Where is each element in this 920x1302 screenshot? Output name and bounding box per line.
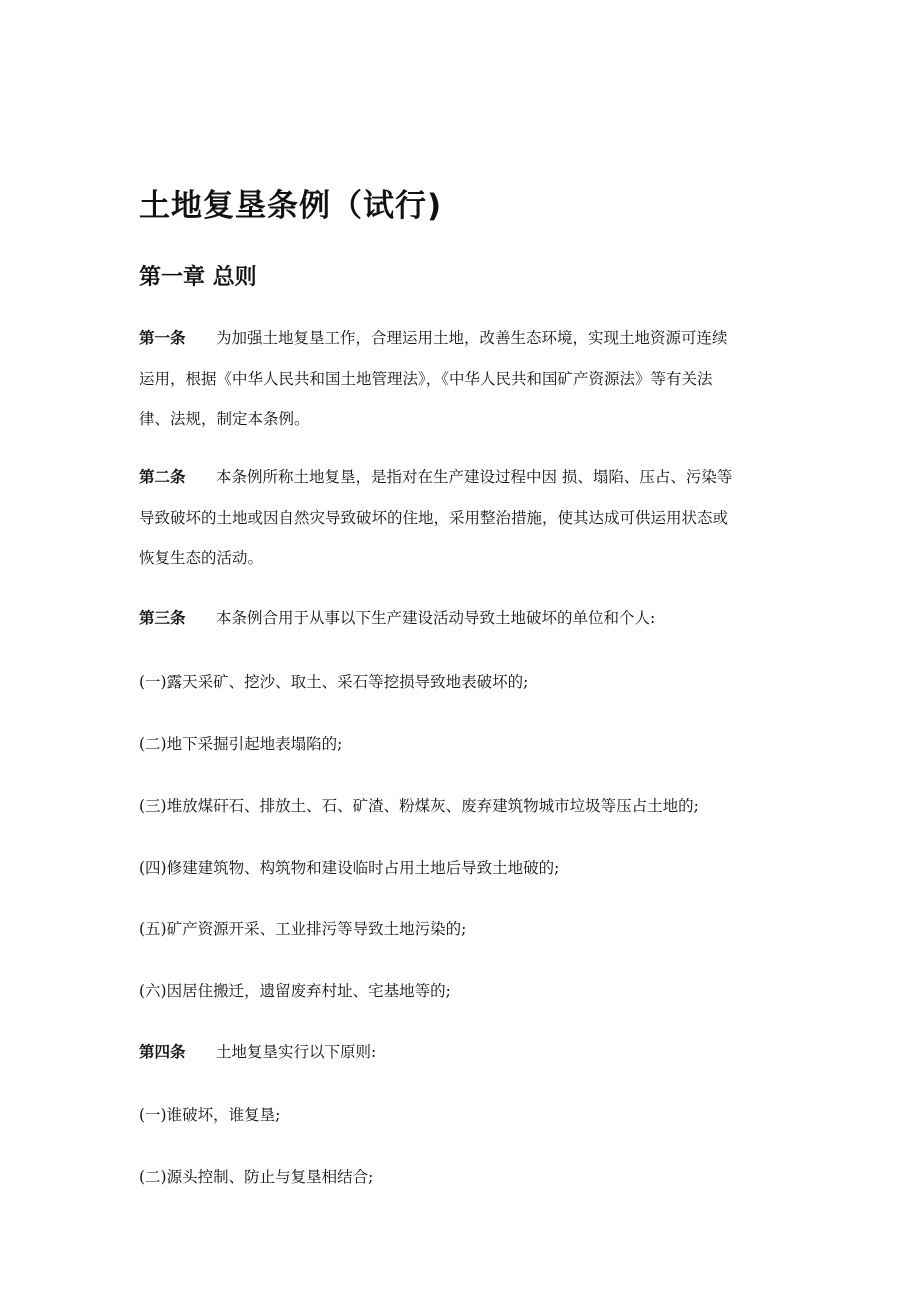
document-title: 土地复垦条例（试行) bbox=[139, 188, 443, 224]
article-4-line-1 bbox=[139, 1032, 791, 1073]
article-4-label: 第四条 bbox=[139, 1043, 186, 1061]
article-3-line-1 bbox=[139, 598, 791, 639]
article-2-text-3: 恢复生态的活动。 bbox=[139, 549, 264, 567]
article-3 bbox=[139, 598, 791, 639]
article-2-text-2: 导致破坏的土地或因自然灾导致破坏的住地，采用整治措施，使其达成可供运用状态或 bbox=[139, 508, 729, 527]
article-1-line-1 bbox=[139, 318, 791, 359]
article-1-text-3: 律、法规，制定本条例。 bbox=[139, 410, 310, 428]
article-4 bbox=[139, 1032, 791, 1073]
article-1-label: 第一条 bbox=[139, 329, 186, 347]
article-4-item-1: (一)谁破坏，谁复垦; bbox=[139, 1106, 281, 1124]
article-2 bbox=[139, 457, 791, 579]
article-1-text-1: 为加强土地复垦工作，合理运用土地，改善生态环境，实现土地资源可连续 bbox=[216, 329, 728, 347]
article-1 bbox=[139, 318, 791, 440]
article-3-item-2: (二)地下采掘引起地表塌陷的; bbox=[139, 735, 343, 753]
article-3-label: 第三条 bbox=[139, 609, 186, 627]
article-4-item-2: (二)源头控制、防止与复垦相结合; bbox=[139, 1168, 374, 1186]
article-2-line-1 bbox=[139, 457, 791, 498]
article-4-text-1: 土地复垦实行以下原则: bbox=[216, 1043, 377, 1061]
article-3-item-4: (四)修建建筑物、构筑物和建设临时占用土地后导致土地破的; bbox=[139, 859, 560, 877]
article-3-item-5: (五)矿产资源开采、工业排污等导致土地污染的; bbox=[139, 920, 467, 938]
article-3-item-1: (一)露天采矿、挖沙、取土、采石等挖损导致地表破坏的; bbox=[139, 673, 529, 691]
article-3-text-1: 本条例合用于从事以下生产建设活动导致土地破坏的单位和个人: bbox=[216, 609, 656, 627]
article-2-text-1: 本条例所称土地复垦，是指对在生产建设过程中因 损、塌陷、压占、污染等 bbox=[216, 468, 733, 486]
chapter-title: 第一章 总则 bbox=[139, 265, 257, 290]
article-3-item-3: (三)堆放煤矸石、排放土、石、矿渣、粉煤灰、废弃建筑物城市垃圾等压占土地的; bbox=[139, 797, 699, 815]
article-1-text-2: 运用，根据《中华人民共和国土地管理法》，《中华人民共和国矿产资源法》等有关法 bbox=[139, 369, 713, 388]
article-2-label: 第二条 bbox=[139, 468, 186, 486]
article-3-item-6: (六)因居住搬迁，遗留废弃村址、宅基地等的; bbox=[139, 982, 451, 1000]
